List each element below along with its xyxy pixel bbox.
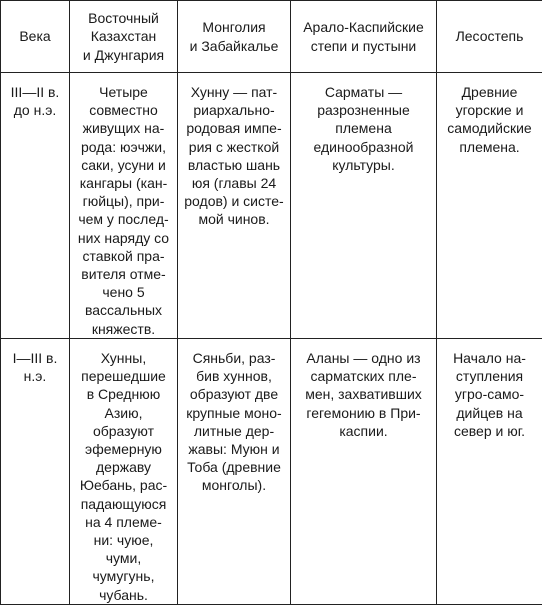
- header-aral-caspian: Арало-Каспийские степи и пустыни: [291, 1, 437, 73]
- header-period: Века: [1, 1, 70, 73]
- cell-period: I—III в. н.э.: [1, 339, 70, 605]
- cell-east-kazakhstan: Хунны, перешедшие в Среднюю Азию, образуют эфемерную державу Юебань, рас- падающуюся на 4 племе- ни: чуюе, чуми, чумугунь, чубань.: [70, 339, 178, 605]
- cell-period: III—II в. до н.э.: [1, 73, 70, 339]
- cell-mongolia: Сяньби, раз- бив хуннов, образуют две крупные моно- литные дер- жавы: Муюн и Тоба (древние монголы).: [178, 339, 291, 605]
- header-east-kazakhstan: Восточный Казахстан и Джунгария: [70, 1, 178, 73]
- header-row: [1, 1, 542, 73]
- cell-forest-steppe: Древние угорские и самодийские племена.: [437, 73, 542, 339]
- table-row: [1, 339, 542, 605]
- cell-forest-steppe: Начало на- ступления угро-само- дийцев на север и юг.: [437, 339, 542, 605]
- cell-aral-caspian: Аланы — одно из сарматских пле- мен, захвативших гегемонию в При- каспии.: [291, 339, 437, 605]
- cell-mongolia: Хунну — пат- риархально- родовая импе- рия с жесткой властью шань юя (главы 24 родов) и систе- мой чинов.: [178, 73, 291, 339]
- cell-east-kazakhstan: Четыре совместно живущих на- рода: юэчжи, саки, усуни и кангары (кан- гюйцы), при- чем у послед- них наряду со ставкой пра- вителя отме- чено 5 вассальных княжеств.: [70, 73, 178, 339]
- header-forest-steppe: Лесостепь: [437, 1, 542, 73]
- table-row: [1, 73, 542, 339]
- cell-aral-caspian: Сарматы — разрозненные племена единообразной культуры.: [291, 73, 437, 339]
- header-mongolia: Монголия и Забайкалье: [178, 1, 291, 73]
